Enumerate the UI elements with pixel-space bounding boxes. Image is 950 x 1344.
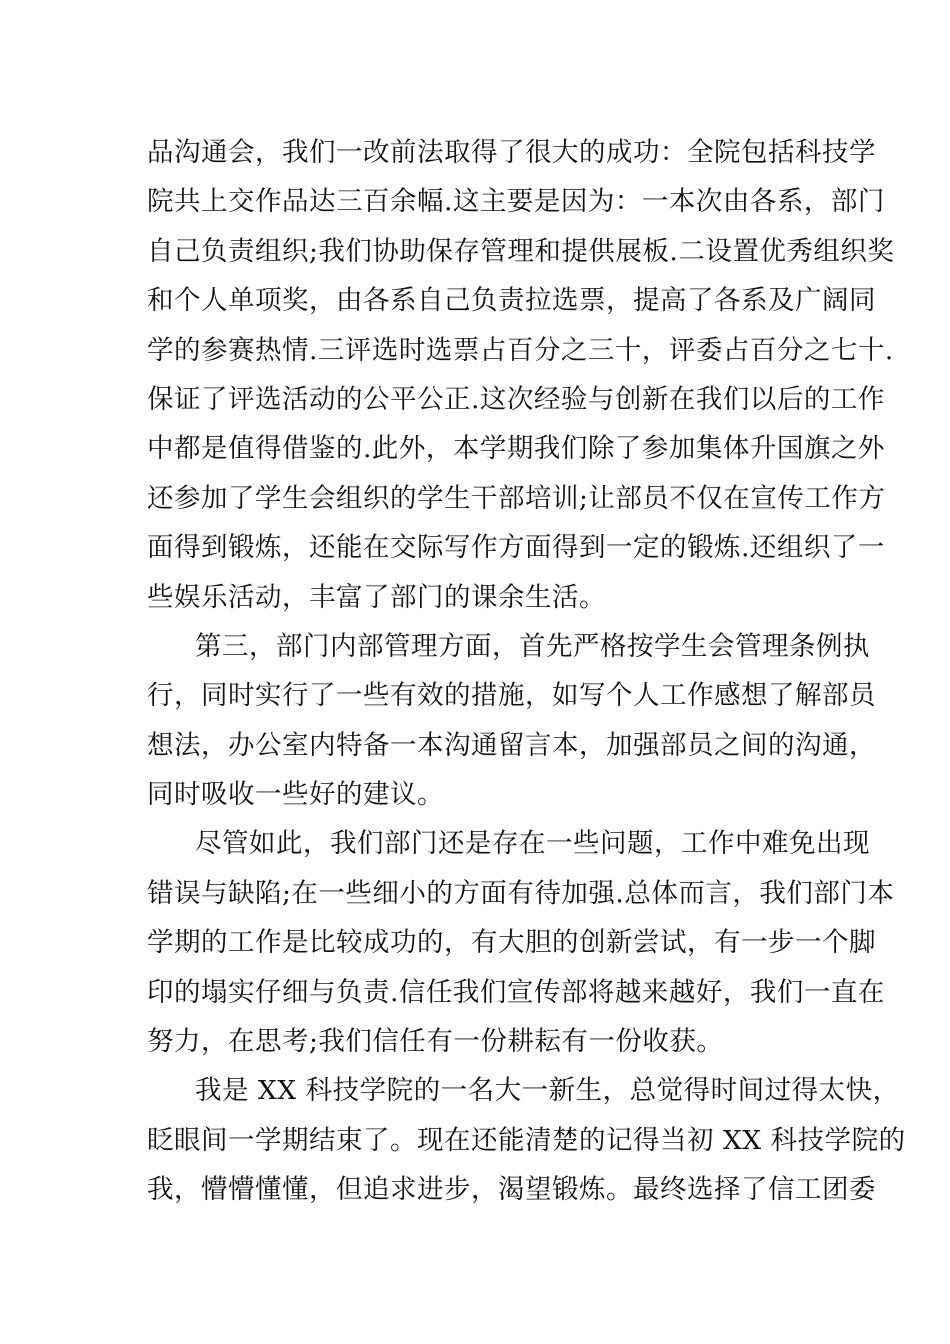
text-line: 眨眼间一学期结束了。现在还能清楚的记得当初 XX 科技学院的: [147, 1124, 906, 1156]
text-line: 中都是值得借鉴的.此外，本学期我们除了参加集体升国旗之外: [147, 433, 885, 465]
paragraph: [147, 819, 895, 1066]
paragraph: [147, 128, 895, 622]
text-line: 第三，部门内部管理方面，首先严格按学生会管理条例执: [195, 630, 870, 662]
text-line: 尽管如此，我们部门还是存在一些问题，工作中难免出现: [195, 828, 870, 860]
text-line: 错误与缺陷;在一些细小的方面有待加强.总体而言，我们部门本: [147, 877, 895, 909]
text-line: 保证了评选活动的公平公正.这次经验与创新在我们以后的工作: [147, 383, 885, 415]
text-line: 同时吸收一些好的建议。: [147, 779, 444, 811]
text-line: 我，懵懵懂懂，但追求进步，渴望锻炼。最终选择了信工团委: [147, 1174, 876, 1206]
paragraph: [147, 1066, 906, 1214]
text-line: 品沟通会，我们一改前法取得了很大的成功：全院包括科技学: [147, 137, 876, 168]
text-line: 和个人单项奖，由各系自己负责拉选票，提高了各系及广阔同: [147, 285, 876, 317]
text-line: 些娱乐活动，丰富了部门的课余生活。: [147, 581, 606, 613]
text-line: 学期的工作是比较成功的，有大胆的创新尝试，有一步一个脚: [147, 927, 876, 959]
text-line: 我是 XX 科技学院的一名大一新生，总觉得时间过得太快，: [195, 1075, 900, 1107]
text-line: 院共上交作品达三百余幅.这主要是因为：一本次由各系，部门: [147, 186, 885, 218]
text-line: 自己负责组织;我们协助保存管理和提供展板.二设置优秀组织奖: [147, 235, 895, 267]
text-line: 行，同时实行了一些有效的措施，如写个人工作感想了解部员: [147, 680, 876, 712]
document-body: [147, 128, 906, 1215]
text-line: 努力，在思考;我们信任有一份耕耘有一份收获。: [147, 1026, 724, 1058]
text-line: 面得到锻炼，还能在交际写作方面得到一定的锻炼.还组织了一: [147, 532, 885, 564]
text-line: 还参加了学生会组织的学生干部培训;让部员不仅在宣传工作方: [147, 482, 886, 514]
paragraph: [147, 622, 876, 820]
text-line: 学的参赛热情.三评选时选票占百分之三十，评委占百分之七十.: [147, 334, 894, 366]
text-line: 印的塌实仔细与负责.信任我们宣传部将越来越好，我们一直在: [147, 976, 885, 1008]
text-line: 想法，办公室内特备一本沟通留言本，加强部员之间的沟通，: [147, 729, 876, 761]
